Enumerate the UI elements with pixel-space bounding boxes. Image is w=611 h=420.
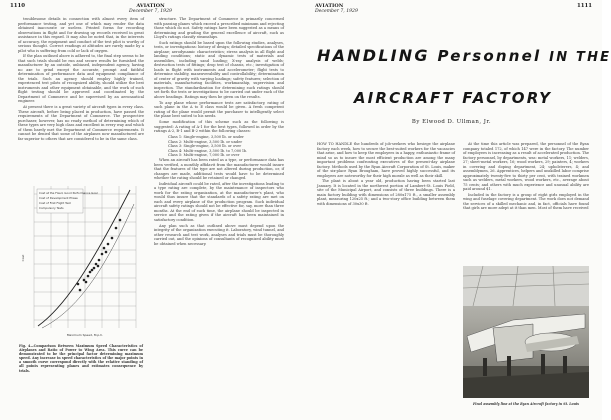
legend-entry: Compulsory Tests [39,206,64,210]
paragraph: To any plane whose performance tests are satisfactory, rating of such plane in the A to E class would be given. A fresh competent rating of the plane would permit the purchaser to intelligently select the plane best suited to his needs. [154,100,284,119]
list-item: Class 5: Multi-engine, 7,000 lb. or over [168,153,240,158]
paragraph: Such ratings should be based upon the following studies, analyses, tests, or investigations: history of design; detailed specifications of the airplane; aerodynamic characteristics; stress analysis in all flight and landing conditions; static and dynamic tests of materials and assemblies, including sand loading; X-ray analysis of welds; destruction tests of fittings; drop test of chassis, etc.; investigation of loads in flight with instruments and accelerometer; flight tests to determine stability, maneuverability and controllability; determination of center of gravity with varying loadings; safety features; selection of materials, manufacturing facilities, workmanship, supervision and inspection. The standardization for determining such ratings should set forth the tests or investigations to be carried out under each of the above headings. Ratings may then be given on the results. [154,40,284,99]
paragraph: Individual aircraft could be rated, after the investigations leading to a type rating are complete, by the maintenance of inspectors who work for the rating organization, at the manufacturer's plant, who would thus insure that the standards of a safety rating are met on each and every airplane of the production program. Such individual aircraft safety ratings should not be effective for, say, more than three months. At the end of such time, the airplane should be inspected in service and the rating given if the aircraft has been maintained in satisfactory condition. [154,181,284,222]
paragraph: If the plan outlined above is adhered to, the final step seems to be that such trials should be run and secure results be furnished the manufacturer by an outside, unbiased, independent agency, having no axe to grind except the accurate, prompt and faithful determination of performance data and equipment compliance of the trials. Such an agency should employ highly trained, experienced test pilots of recognized ability, should utilize the best instruments and other equipment obtainable, and the work of such flight testing should be approved and coordinated by the Department of Commerce and be supervised by an aeronautical engineer. [18,54,144,104]
article-byline: By Elwood D. Ullman, Jr. [411,119,492,125]
paragraph: Some modification of this scheme such as the following is suggested: A rating of A-1 for the best types, followed in order by the ratings A-2, B-1 and B-2 within the following classes: [154,120,284,134]
paragraph: At the time this article was prepared, the personnel of the Ryan company totaled 172, of which 147 were in the factory. The number of employees is increasing as a result of accelerated production. The factory personnel, by departments, was: metal workers, 11; welders, 27; sheet-metal workers, 16; wood workers, 29; painters, 4; workers in covering and doping department, 24; upholsterers, 4; and assemblymen, 26. Apprentices, helpers and unskilled labor comprise approximately twenty-five to thirty per cent, with trained workmen such as welders, metal workers, wood workers, etc., average about 75 cents; and others with much experience and unusual ability are paid around $1. [463,142,589,191]
right-header-title: AVIATION [315,3,344,9]
paragraph: Any plan such as that outlined above must depend upon the integrity of the organization executing it. Laboratory, wind tunnel, and other research and test work, analyses and trials must be thoroughly carried out, and the opinions of consultants of recognized ability must be obtained when necessary. [154,223,284,246]
title-word: HANDLING [317,46,430,65]
factory-photo [463,266,589,398]
left-header-title: AVIATION [136,3,165,9]
list-item: Class 4: Multi-engine, 3,500 lb. to 7,000 lb. [168,148,248,153]
article-title [317,46,611,107]
left-column-2 [154,17,284,413]
right-column-1 [317,142,455,414]
chart-x-axis-label: Maximum Speed, M.p.h. [66,333,104,337]
title-word-emphasis: Personnel [437,47,542,65]
list-item: Class 1: Single-engine, 3,500 lb. or under [168,135,244,140]
legend-entry: Cost of Development Phase [39,196,78,200]
paragraph: Included in the factory is a group of eight girls employed in the wing and fuselage covering department. The work does not demand the services of a skilled mechanic and, in fact, officials have found that girls are more adept at it than men. Most of them have received [463,192,589,211]
paragraph: At present there is a great variety of aircraft types in every class. These aircraft, before being placed in production, have passed the requirements of the Department of Commerce. The prospective purchaser, however, has no ready method of determining which of these types are very high class and excellent in every way and which of them barely met the Department of Commerce requirements. It cannot be denied that some of the airplanes now manufactured are far superior to others that are considered to be in the same class. [18,105,144,141]
list-item: Class 2: Multi-engine, 3,500 lb. or under [168,139,243,144]
right-page [301,0,611,420]
factory-photo-art [463,266,589,398]
photo-caption: Final assembly line at the Ryan Aircraft factory in St. Louis [473,402,579,406]
title-word: IN THE [549,50,611,65]
figure-caption: Fig. 4—Comparison Between Maximum Speed Characteristics of Airplanes and Ratio of Power to Wing Area. This curve can be demonstrated to be the principal factor determining maximum speed. Any increase in speed characteristics of the major points in a smooth curve correspond directly with the relative standing of all points representing planes and estimates consequence by trials. [19,344,143,373]
class-list [154,135,284,158]
list-item: Class 3: Single-engine, 3,500 lb. or over [168,144,242,149]
paragraph: structure. The Department of Commerce is primarily concerned with passing planes which exceed a prescribed minimum and rejecting those which do not. Safety ratings have been suggested as a means of determining and grading the general excellence of aircraft, such as Lloyd's ratings classify steamships. [154,17,284,39]
speed-power-chart [18,180,144,340]
legend-entry: Cost of First Flight Test [39,201,71,205]
chart-y-axis-label: Cost [21,254,25,262]
paragraph: When an aircraft has been rated as a type, or performance data has been verified, a monthly affidavit from the manufacturer would insure that the features of the type are not altered during production, or, if changes are made, additional tests would have to be determined whether the rating should be retained or changed. [154,158,284,181]
right-header-date: December 7, 1929 [315,9,358,15]
right-header [315,4,358,14]
left-header-date: December 7, 1929 [129,9,172,15]
left-page [0,0,302,420]
right-page-number: 1111 [576,3,592,9]
legend-entry: Cost at the Fixed, Good Performance Goal [39,191,98,195]
right-column-2 [463,142,589,264]
paragraph: The plant is about a year old, production having been started last January. It is located in the northwest portion of Lambert-St. Louis Field, site of the Municipal Airport, and consists of three buildings. There is a main factory building with dimensions of 280x175 ft., a smaller assembly plant, measuring 120x25 ft.; and a two-story office building between them with dimensions of 30x30 ft. [317,179,455,206]
left-header [0,4,301,14]
lead-paragraph: HOW TO HANDLE the hundreds of job-seekers who besiege the airplane factory each week, how to secure the best-suited workers for the vacancies that arise, and how to keep the employees in a happy, enthusiastic frame of mind so as to insure the most efficient production are among the many important problems confronting executives of the present-day airplane factory. Methods used by the Ryan Aircraft Corporation of St. Louis, maker of the six-place Ryan Brougham, have proved highly successful, and its employees are noteworthy for their high morale as well as their skill. [317,142,455,178]
left-page-number: 1110 [10,3,26,9]
title-line-2: AIRCRAFT FACTORY [353,89,553,107]
left-column-1 [18,17,144,174]
paragraph: troublesome details in connection with almost every item of performance testing, and yet one of which may render the data obtained inaccurate or useless. Printed forms for recording observations in flight and for drawing up records received in great assistance in this regard. It may also be noted that, in the interests of accuracy, the equipment and conduct of the test pilot is worthy of serious thought. Correct readings at altitudes are rarely made by a pilot who is suffering from cold or lack of oxygen. [18,17,144,53]
